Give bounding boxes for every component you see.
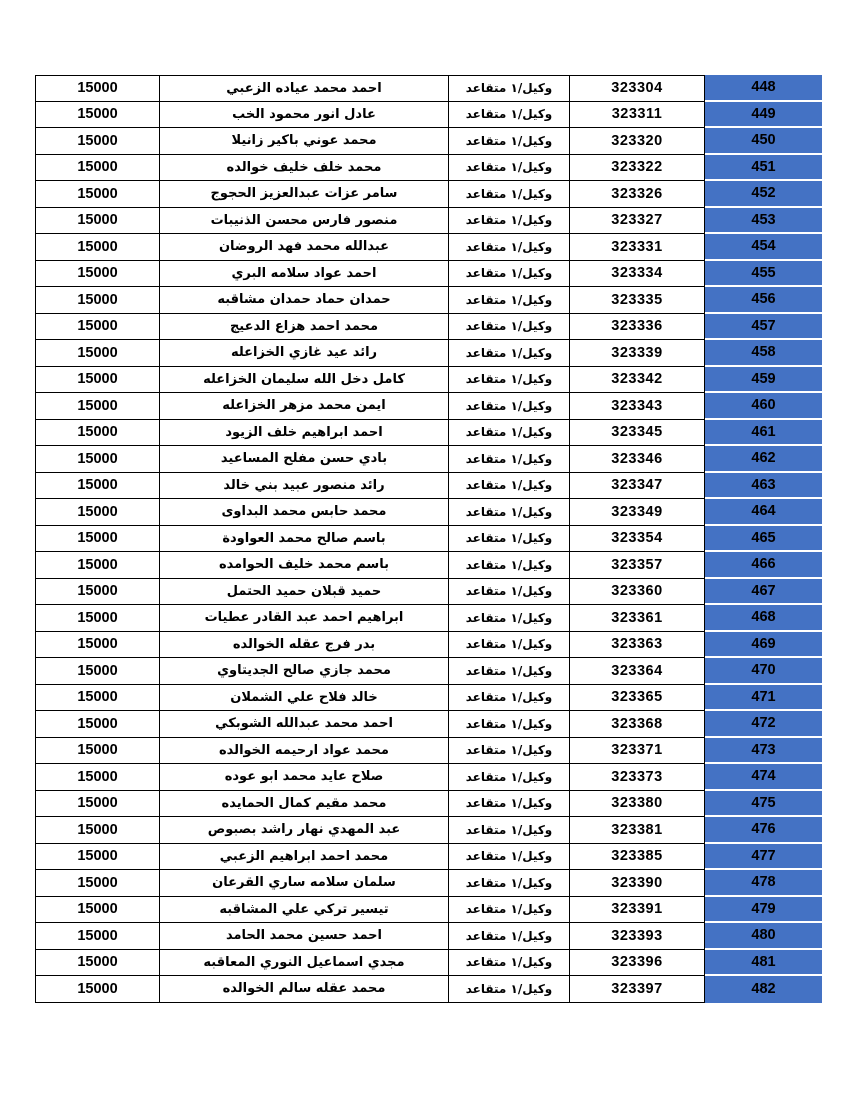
- table-row: [35, 473, 822, 500]
- id-number-cell: 323364: [570, 658, 705, 685]
- id-number-cell: 323349: [570, 499, 705, 526]
- id-number-cell: 323326: [570, 181, 705, 208]
- amount-cell: 15000: [35, 711, 160, 738]
- rank-cell: وكيل/١ متقاعد: [449, 764, 570, 791]
- rank-cell: وكيل/١ متقاعد: [449, 473, 570, 500]
- rank-cell: وكيل/١ متقاعد: [449, 234, 570, 261]
- table-row: [35, 658, 822, 685]
- serial-number-cell: 479: [705, 897, 822, 924]
- rank-cell: وكيل/١ متقاعد: [449, 367, 570, 394]
- name-cell: محمد احمد هزاع الدعيج: [160, 314, 449, 341]
- table-row: [35, 287, 822, 314]
- table-row: [35, 897, 822, 924]
- id-number-cell: 323390: [570, 870, 705, 897]
- name-cell: محمد جازي صالح الجديتاوي: [160, 658, 449, 685]
- serial-number-cell: 465: [705, 526, 822, 553]
- table-row: [35, 711, 822, 738]
- serial-number-cell: 469: [705, 632, 822, 659]
- name-cell: محمد عواد ارحيمه الخوالده: [160, 738, 449, 765]
- amount-cell: 15000: [35, 128, 160, 155]
- amount-cell: 15000: [35, 75, 160, 102]
- amount-cell: 15000: [35, 234, 160, 261]
- amount-cell: 15000: [35, 261, 160, 288]
- rank-cell: وكيل/١ متقاعد: [449, 181, 570, 208]
- amount-cell: 15000: [35, 976, 160, 1003]
- serial-number-cell: 476: [705, 817, 822, 844]
- serial-number-cell: 460: [705, 393, 822, 420]
- name-cell: محمد مقيم كمال الحمايده: [160, 791, 449, 818]
- table-row: [35, 314, 822, 341]
- amount-cell: 15000: [35, 420, 160, 447]
- id-number-cell: 323371: [570, 738, 705, 765]
- table-row: [35, 738, 822, 765]
- table-row: [35, 155, 822, 182]
- rank-cell: وكيل/١ متقاعد: [449, 340, 570, 367]
- id-number-cell: 323346: [570, 446, 705, 473]
- table-row: [35, 976, 822, 1003]
- table-row: [35, 340, 822, 367]
- table-row: [35, 764, 822, 791]
- id-number-cell: 323360: [570, 579, 705, 606]
- serial-number-cell: 464: [705, 499, 822, 526]
- table-row: [35, 367, 822, 394]
- table-row: [35, 579, 822, 606]
- rank-cell: وكيل/١ متقاعد: [449, 287, 570, 314]
- name-cell: بادي حسن مفلح المساعيد: [160, 446, 449, 473]
- serial-number-cell: 448: [705, 75, 822, 102]
- name-cell: سلمان سلامه ساري القرعان: [160, 870, 449, 897]
- serial-number-cell: 463: [705, 473, 822, 500]
- rank-cell: وكيل/١ متقاعد: [449, 738, 570, 765]
- name-cell: تيسير تركي علي المشاقبه: [160, 897, 449, 924]
- id-number-cell: 323345: [570, 420, 705, 447]
- id-number-cell: 323343: [570, 393, 705, 420]
- id-number-cell: 323327: [570, 208, 705, 235]
- name-cell: عبدالله محمد فهد الروضان: [160, 234, 449, 261]
- serial-number-cell: 471: [705, 685, 822, 712]
- amount-cell: 15000: [35, 897, 160, 924]
- table-row: [35, 261, 822, 288]
- amount-cell: 15000: [35, 287, 160, 314]
- name-cell: احمد حسين محمد الحامد: [160, 923, 449, 950]
- rank-cell: وكيل/١ متقاعد: [449, 393, 570, 420]
- amount-cell: 15000: [35, 844, 160, 871]
- rank-cell: وكيل/١ متقاعد: [449, 632, 570, 659]
- rank-cell: وكيل/١ متقاعد: [449, 870, 570, 897]
- name-cell: باسم محمد خليف الحوامده: [160, 552, 449, 579]
- table-row: [35, 526, 822, 553]
- rank-cell: وكيل/١ متقاعد: [449, 75, 570, 102]
- id-number-cell: 323336: [570, 314, 705, 341]
- rank-cell: وكيل/١ متقاعد: [449, 579, 570, 606]
- name-cell: محمد خلف خليف خوالده: [160, 155, 449, 182]
- rank-cell: وكيل/١ متقاعد: [449, 711, 570, 738]
- amount-cell: 15000: [35, 446, 160, 473]
- table-row: [35, 499, 822, 526]
- amount-cell: 15000: [35, 314, 160, 341]
- id-number-cell: 323335: [570, 287, 705, 314]
- id-number-cell: 323354: [570, 526, 705, 553]
- rank-cell: وكيل/١ متقاعد: [449, 791, 570, 818]
- id-number-cell: 323320: [570, 128, 705, 155]
- serial-number-cell: 470: [705, 658, 822, 685]
- id-number-cell: 323334: [570, 261, 705, 288]
- rank-cell: وكيل/١ متقاعد: [449, 314, 570, 341]
- name-cell: رائد منصور عبيد بني خالد: [160, 473, 449, 500]
- name-cell: خالد فلاح علي الشملان: [160, 685, 449, 712]
- serial-number-cell: 457: [705, 314, 822, 341]
- id-number-cell: 323357: [570, 552, 705, 579]
- id-number-cell: 323380: [570, 791, 705, 818]
- serial-number-cell: 453: [705, 208, 822, 235]
- serial-number-cell: 473: [705, 738, 822, 765]
- amount-cell: 15000: [35, 923, 160, 950]
- id-number-cell: 323361: [570, 605, 705, 632]
- id-number-cell: 323396: [570, 950, 705, 977]
- amount-cell: 15000: [35, 367, 160, 394]
- amount-cell: 15000: [35, 950, 160, 977]
- amount-cell: 15000: [35, 393, 160, 420]
- amount-cell: 15000: [35, 685, 160, 712]
- rank-cell: وكيل/١ متقاعد: [449, 685, 570, 712]
- id-number-cell: 323385: [570, 844, 705, 871]
- amount-cell: 15000: [35, 632, 160, 659]
- name-cell: رائد عيد غازي الخزاعله: [160, 340, 449, 367]
- name-cell: عبد المهدي نهار راشد بصبوص: [160, 817, 449, 844]
- id-number-cell: 323339: [570, 340, 705, 367]
- name-cell: عادل انور محمود الخب: [160, 102, 449, 129]
- table-row: [35, 234, 822, 261]
- name-cell: محمد عقله سالم الخوالده: [160, 976, 449, 1003]
- serial-number-cell: 474: [705, 764, 822, 791]
- table-row: [35, 791, 822, 818]
- serial-number-cell: 478: [705, 870, 822, 897]
- serial-number-cell: 468: [705, 605, 822, 632]
- id-number-cell: 323393: [570, 923, 705, 950]
- name-cell: محمد حابس محمد البداوى: [160, 499, 449, 526]
- rank-cell: وكيل/١ متقاعد: [449, 446, 570, 473]
- serial-number-cell: 481: [705, 950, 822, 977]
- table-row: [35, 844, 822, 871]
- amount-cell: 15000: [35, 181, 160, 208]
- serial-number-cell: 461: [705, 420, 822, 447]
- rank-cell: وكيل/١ متقاعد: [449, 552, 570, 579]
- id-number-cell: 323322: [570, 155, 705, 182]
- amount-cell: 15000: [35, 208, 160, 235]
- table-row: [35, 102, 822, 129]
- id-number-cell: 323331: [570, 234, 705, 261]
- serial-number-cell: 450: [705, 128, 822, 155]
- amount-cell: 15000: [35, 473, 160, 500]
- name-cell: باسم صالح محمد العواودة: [160, 526, 449, 553]
- serial-number-cell: 456: [705, 287, 822, 314]
- name-cell: كامل دخل الله سليمان الخزاعله: [160, 367, 449, 394]
- id-number-cell: 323397: [570, 976, 705, 1003]
- serial-number-cell: 467: [705, 579, 822, 606]
- retirees-table-body: [35, 75, 822, 1003]
- name-cell: ايمن محمد مزهر الخزاعله: [160, 393, 449, 420]
- table-row: [35, 950, 822, 977]
- retirees-table: [35, 75, 822, 1003]
- table-row: [35, 817, 822, 844]
- id-number-cell: 323391: [570, 897, 705, 924]
- id-number-cell: 323347: [570, 473, 705, 500]
- rank-cell: وكيل/١ متقاعد: [449, 526, 570, 553]
- amount-cell: 15000: [35, 499, 160, 526]
- rank-cell: وكيل/١ متقاعد: [449, 102, 570, 129]
- name-cell: بدر فرج عقله الخوالده: [160, 632, 449, 659]
- id-number-cell: 323365: [570, 685, 705, 712]
- amount-cell: 15000: [35, 764, 160, 791]
- name-cell: احمد محمد عياده الزعبي: [160, 75, 449, 102]
- serial-number-cell: 455: [705, 261, 822, 288]
- amount-cell: 15000: [35, 579, 160, 606]
- rank-cell: وكيل/١ متقاعد: [449, 844, 570, 871]
- table-row: [35, 632, 822, 659]
- name-cell: احمد ابراهيم خلف الزيود: [160, 420, 449, 447]
- name-cell: حميد قبلان حميد الحتمل: [160, 579, 449, 606]
- rank-cell: وكيل/١ متقاعد: [449, 499, 570, 526]
- amount-cell: 15000: [35, 738, 160, 765]
- serial-number-cell: 466: [705, 552, 822, 579]
- rank-cell: وكيل/١ متقاعد: [449, 817, 570, 844]
- table-row: [35, 552, 822, 579]
- rank-cell: وكيل/١ متقاعد: [449, 658, 570, 685]
- amount-cell: 15000: [35, 552, 160, 579]
- id-number-cell: 323342: [570, 367, 705, 394]
- name-cell: مجدي اسماعيل النوري المعاقبه: [160, 950, 449, 977]
- amount-cell: 15000: [35, 817, 160, 844]
- id-number-cell: 323311: [570, 102, 705, 129]
- id-number-cell: 323304: [570, 75, 705, 102]
- amount-cell: 15000: [35, 605, 160, 632]
- amount-cell: 15000: [35, 526, 160, 553]
- serial-number-cell: 472: [705, 711, 822, 738]
- serial-number-cell: 480: [705, 923, 822, 950]
- name-cell: حمدان حماد حمدان مشاقبه: [160, 287, 449, 314]
- rank-cell: وكيل/١ متقاعد: [449, 208, 570, 235]
- name-cell: سامر عزات عبدالعزيز الحجوج: [160, 181, 449, 208]
- rank-cell: وكيل/١ متقاعد: [449, 923, 570, 950]
- amount-cell: 15000: [35, 870, 160, 897]
- name-cell: احمد محمد عبدالله الشوبكي: [160, 711, 449, 738]
- serial-number-cell: 477: [705, 844, 822, 871]
- serial-number-cell: 449: [705, 102, 822, 129]
- amount-cell: 15000: [35, 155, 160, 182]
- amount-cell: 15000: [35, 102, 160, 129]
- serial-number-cell: 482: [705, 976, 822, 1003]
- name-cell: محمد عوني باكير زانيلا: [160, 128, 449, 155]
- amount-cell: 15000: [35, 658, 160, 685]
- serial-number-cell: 475: [705, 791, 822, 818]
- amount-cell: 15000: [35, 340, 160, 367]
- rank-cell: وكيل/١ متقاعد: [449, 155, 570, 182]
- table-row: [35, 393, 822, 420]
- table-row: [35, 128, 822, 155]
- id-number-cell: 323363: [570, 632, 705, 659]
- name-cell: منصور فارس محسن الذنيبات: [160, 208, 449, 235]
- rank-cell: وكيل/١ متقاعد: [449, 976, 570, 1003]
- table-row: [35, 75, 822, 102]
- rank-cell: وكيل/١ متقاعد: [449, 950, 570, 977]
- name-cell: صلاح عايد محمد ابو عوده: [160, 764, 449, 791]
- id-number-cell: 323381: [570, 817, 705, 844]
- serial-number-cell: 452: [705, 181, 822, 208]
- name-cell: ابراهيم احمد عبد القادر عطيات: [160, 605, 449, 632]
- table-row: [35, 420, 822, 447]
- serial-number-cell: 458: [705, 340, 822, 367]
- rank-cell: وكيل/١ متقاعد: [449, 420, 570, 447]
- table-row: [35, 181, 822, 208]
- serial-number-cell: 462: [705, 446, 822, 473]
- name-cell: احمد عواد سلامه البري: [160, 261, 449, 288]
- id-number-cell: 323373: [570, 764, 705, 791]
- table-row: [35, 605, 822, 632]
- rank-cell: وكيل/١ متقاعد: [449, 897, 570, 924]
- rank-cell: وكيل/١ متقاعد: [449, 261, 570, 288]
- amount-cell: 15000: [35, 791, 160, 818]
- serial-number-cell: 459: [705, 367, 822, 394]
- table-row: [35, 685, 822, 712]
- table-row: [35, 870, 822, 897]
- table-row: [35, 446, 822, 473]
- serial-number-cell: 454: [705, 234, 822, 261]
- table-row: [35, 208, 822, 235]
- id-number-cell: 323368: [570, 711, 705, 738]
- rank-cell: وكيل/١ متقاعد: [449, 605, 570, 632]
- serial-number-cell: 451: [705, 155, 822, 182]
- table-row: [35, 923, 822, 950]
- rank-cell: وكيل/١ متقاعد: [449, 128, 570, 155]
- name-cell: محمد احمد ابراهيم الزعبي: [160, 844, 449, 871]
